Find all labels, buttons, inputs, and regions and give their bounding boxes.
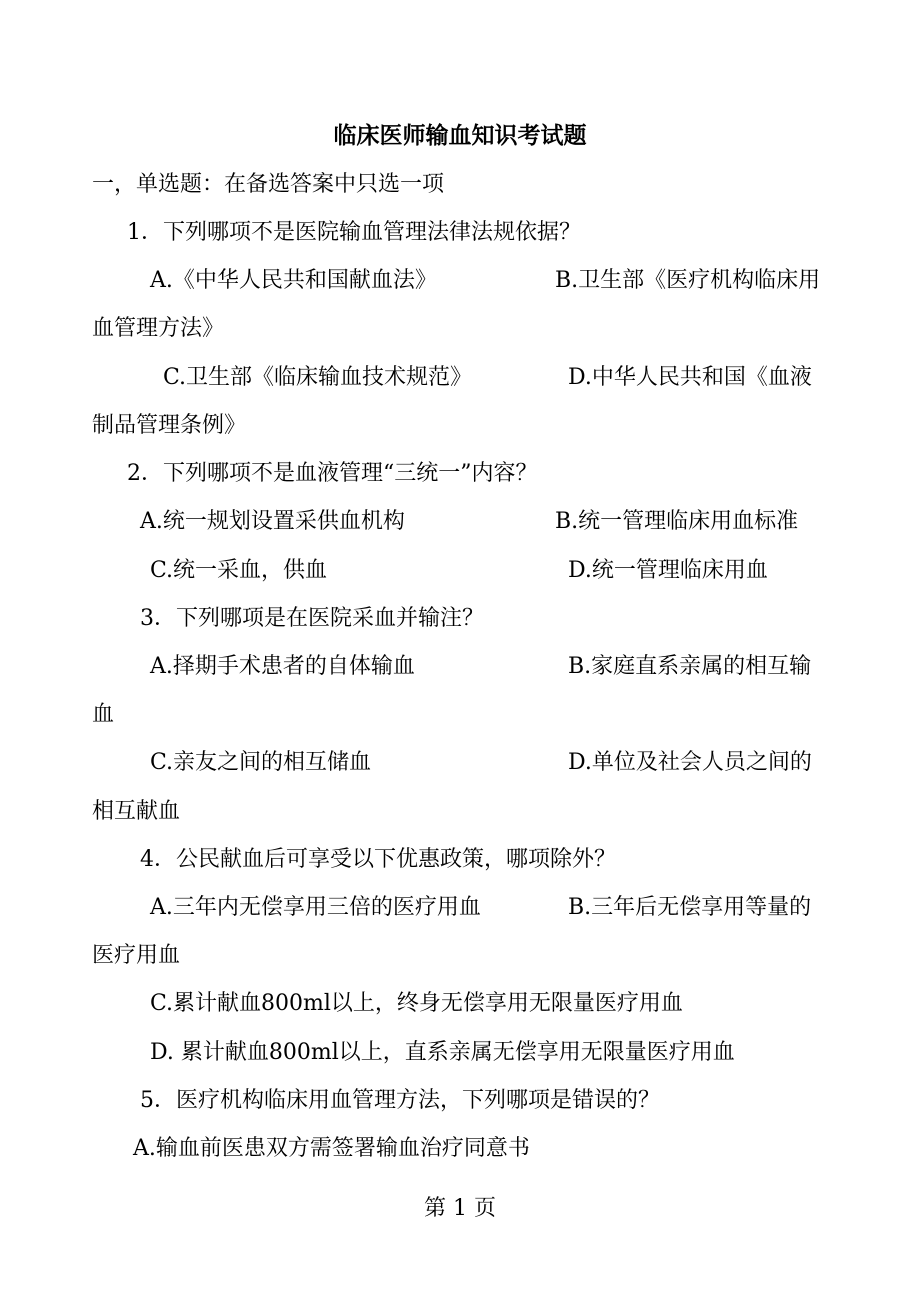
question-5-stem: 5．医疗机构临床用血管理方法，下列哪项是错误的？: [140, 1088, 660, 1113]
question-2-option-c: C.统一采血，供血: [150, 558, 328, 583]
question-4-option-a: A.三年内无偿享用三倍的医疗用血: [150, 895, 481, 920]
question-4-option-c: C.累计献血800ml以上，终身无偿享用无限量医疗用血: [150, 991, 683, 1016]
question-3-option-b-continued: 血: [92, 702, 115, 727]
question-3-option-c: C.亲友之间的相互储血: [150, 750, 372, 775]
question-3-option-d-continued: 相互献血: [92, 799, 181, 824]
question-2-option-b: B.统一管理临床用血标准: [555, 509, 799, 534]
question-3-stem: 3．下列哪项是在医院采血并输注？: [140, 606, 484, 631]
question-3-option-a: A.择期手术患者的自体输血: [150, 654, 415, 679]
question-2-option-a: A.统一规划设置采供血机构: [140, 509, 405, 534]
question-4-option-d: D. 累计献血800ml以上，直系亲属无偿享用无限量医疗用血: [150, 1040, 735, 1065]
question-1-stem: 1．下列哪项不是医院输血管理法律法规依据？: [127, 220, 581, 245]
question-2-option-d: D.统一管理临床用血: [568, 558, 768, 583]
question-3-option-d: D.单位及社会人员之间的: [568, 750, 812, 775]
question-5-option-a: A.输血前医患双方需签署输血治疗同意书: [133, 1136, 530, 1161]
question-1-option-d: D.中华人民共和国《血液: [568, 365, 812, 390]
section-heading: 一，单选题：在备选答案中只选一项: [92, 172, 445, 197]
question-1-option-b-continued: 血管理方法》: [92, 316, 225, 341]
question-1-option-c: C.卫生部《临床输血技术规范》: [163, 365, 473, 390]
question-4-option-b: B.三年后无偿享用等量的: [568, 895, 812, 920]
question-1-option-a: A.《中华人民共和国献血法》: [150, 268, 437, 293]
question-3-option-b: B.家庭直系亲属的相互输: [568, 654, 812, 679]
question-4-stem: 4．公民献血后可享受以下优惠政策，哪项除外？: [140, 847, 616, 872]
page-number: 第 1 页: [424, 1196, 496, 1221]
question-4-option-b-continued: 医疗用血: [92, 943, 181, 968]
question-2-stem: 2．下列哪项不是血液管理“三统一”内容？: [127, 461, 538, 486]
document-title: 临床医师输血知识考试题: [333, 123, 587, 149]
question-1-option-d-continued: 制品管理条例》: [92, 413, 247, 438]
question-1-option-b: B.卫生部《医疗机构临床用: [555, 268, 821, 293]
